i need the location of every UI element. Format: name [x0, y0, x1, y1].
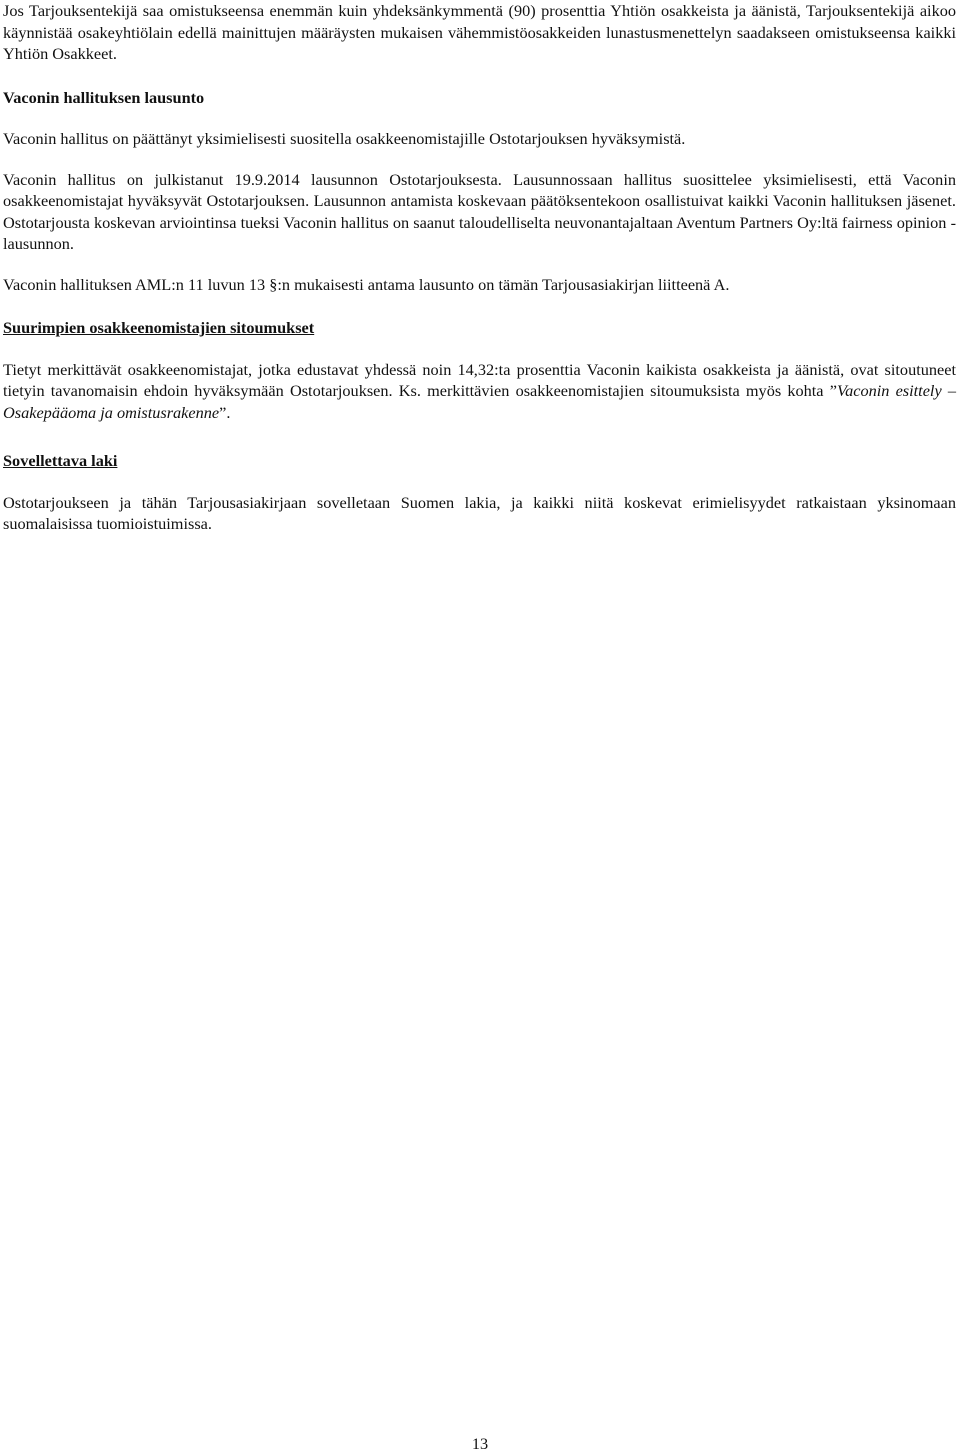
paragraph-board-recommendation: Vaconin hallitus on päättänyt yksimielisesti suositella osakkeenomistajille Ostotarjouksen hyväksymistä. [3, 129, 686, 148]
page-number: 13 [471, 1434, 489, 1453]
paragraph-shareholder-commitments [3, 359, 956, 424]
heading-board-statement: Vaconin hallituksen lausunto [3, 87, 205, 107]
commitments-text: Tietyt merkittävät osakkeenomistajat, jotka edustavat yhdessä noin 14,32:ta prosenttia Vaconin kaikista osakkeista ja äänistä, ovat sitoutuneet tietyin tavanomaisin ehdoin hyväksymään Ostotarjouksen. Ks. merkittävien osakkeenomistajien sitoumuksista myös kohta ” [3, 359, 956, 400]
paragraph-board-published-statement: Vaconin hallitus on julkistanut 19.9.2014 lausunnon Ostotarjouksesta. Lausunnossaan hallitus suosittelee yksimielisesti, että Vaconin osakkeenomistajat hyväksyvät Ostotarjouksen. Lausunnon antamista koskevaan päätöksentekoon osallistuivat kaikki Vaconin hallituksen jäsenet. Ostotarjousta koskevan arviointinsa tueksi Vaconin hallitus on saanut taloudelliselta neuvonantajaltaan Aventum Partners Oy:ltä fairness opinion -lausunnon. [3, 169, 956, 253]
paragraph-applicable-law: Ostotarjoukseen ja tähän Tarjousasiakirjaan sovelletaan Suomen lakia, ja kaikki niitä koskevat erimielisyydet ratkaistaan yksinomaan suomalaisissa tuomioistuimissa. [3, 492, 956, 533]
paragraph-statement-appendix: Vaconin hallituksen AML:n 11 luvun 13 §:n mukaisesti antama lausunto on tämän Tarjousasiakirjan liitteenä A. [3, 274, 730, 294]
commitments-reference: Vaconin esittely – Osakepääoma ja omistusrakenne [3, 381, 956, 422]
document-page [3, 0, 956, 535]
paragraph-redemption: Jos Tarjouksentekijä saa omistukseensa enemmän kuin yhdeksänkymmentä (90) prosenttia Yhtiön osakkeista ja äänistä, Tarjouksentekijä aikoo käynnistää osakeyhtiölain edellä mainittujen määräysten mukaisen vähemmistöosakkeiden lunastusmenettelyn saadakseen omistukseensa kaikki Yhtiön Osakkeet. [3, 1, 956, 63]
heading-applicable-law: Sovellettava laki [3, 451, 118, 470]
heading-shareholder-commitments: Suurimpien osakkeenomistajien sitoumukset [3, 318, 315, 337]
commitments-text-end: ”. [219, 402, 231, 422]
